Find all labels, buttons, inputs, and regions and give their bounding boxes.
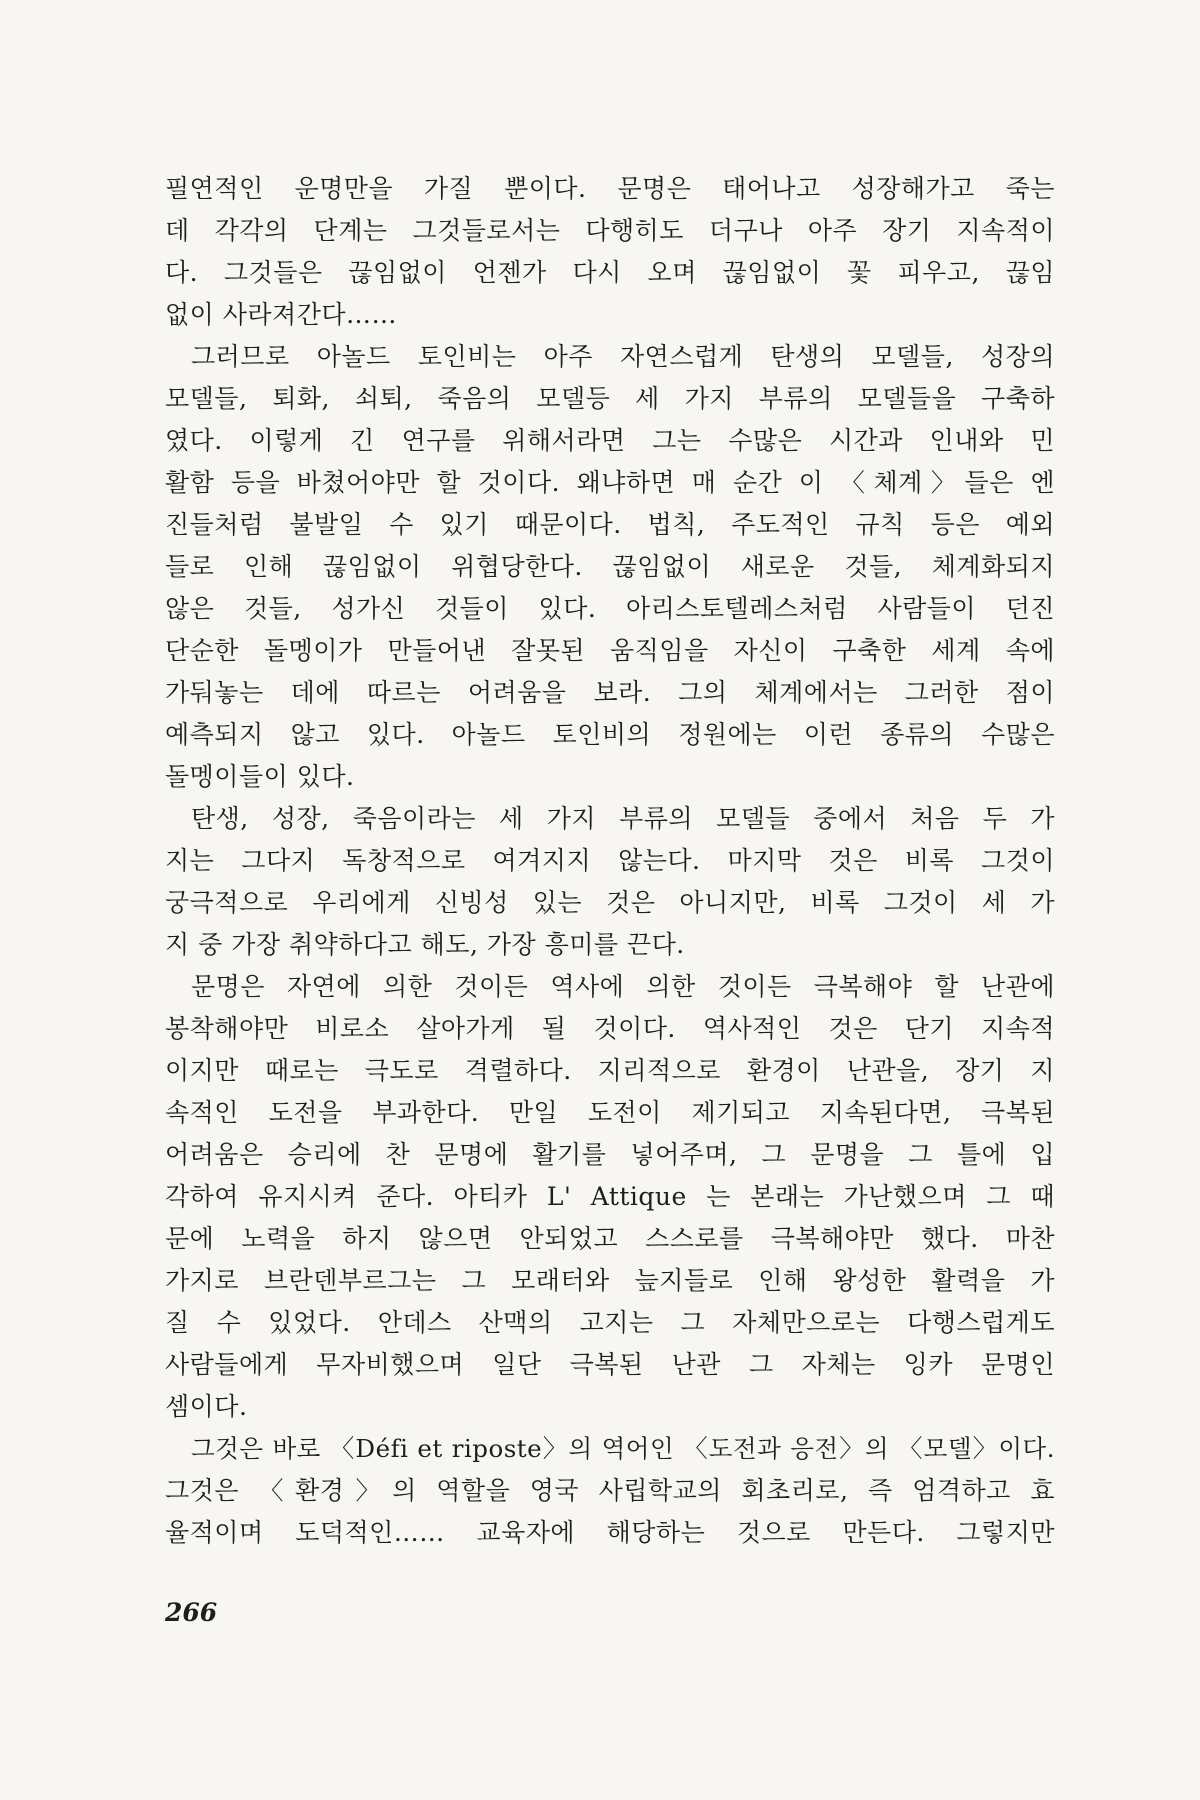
text-line: 각하여 유지시켜 준다. 아티카 L' Attique 는 본래는 가난했으며 그 때 (165, 1182, 1055, 1211)
text-line: 예측되지 않고 있다. 아놀드 토인비의 정원에는 이런 종류의 수많은 (165, 720, 1055, 749)
text-line: 필연적인 운명만을 가질 뿐이다. 문명은 태어나고 성장해가고 죽는 (165, 174, 1055, 203)
text-line: 돌멩이들이 있다. (165, 762, 355, 791)
text-line: 활함 등을 바쳤어야만 할 것이다. 왜냐하면 매 순간 이 〈체계〉들은 엔 (165, 468, 1055, 497)
text-line: 궁극적으로 우리에게 신빙성 있는 것은 아니지만, 비록 그것이 세 가 (165, 888, 1055, 917)
text-line: 데 각각의 단계는 그것들로서는 다행히도 더구나 아주 장기 지속적이 (165, 216, 1055, 245)
text-line: 그러므로 아놀드 토인비는 아주 자연스럽게 탄생의 모델들, 성장의 (191, 342, 1055, 371)
text-line: 가둬놓는 데에 따르는 어려움을 보라. 그의 체계에서는 그러한 점이 (165, 678, 1055, 707)
text-line: 다. 그것들은 끊임없이 언젠가 다시 오며 끊임없이 꽃 피우고, 끊임 (165, 258, 1055, 287)
text-line: 문명은 자연에 의한 것이든 역사에 의한 것이든 극복해야 할 난관에 (191, 972, 1055, 1001)
text-line: 질 수 있었다. 안데스 산맥의 고지는 그 자체만으로는 다행스럽게도 (165, 1308, 1055, 1337)
text-line: 그것은 〈환경〉의 역할을 영국 사립학교의 회초리로, 즉 엄격하고 효 (165, 1476, 1055, 1505)
text-line: 않은 것들, 성가신 것들이 있다. 아리스토텔레스처럼 사람들이 던진 (165, 594, 1055, 623)
text-line: 그것은 바로 〈Défi et riposte〉의 역어인 〈도전과 응전〉의 〈모델〉이다. (191, 1434, 1055, 1463)
text-line: 셈이다. (165, 1392, 248, 1421)
text-line: 였다. 이렇게 긴 연구를 위해서라면 그는 수많은 시간과 인내와 민 (165, 426, 1055, 455)
body-text (165, 168, 1055, 1554)
text-line: 단순한 돌멩이가 만들어낸 잘못된 움직임을 자신이 구축한 세계 속에 (165, 636, 1055, 665)
text-line: 없이 사라져간다…… (165, 300, 397, 329)
text-line: 가지로 브란덴부르그는 그 모래터와 늪지들로 인해 왕성한 활력을 가 (165, 1266, 1055, 1295)
text-line: 이지만 때로는 극도로 격렬하다. 지리적으로 환경이 난관을, 장기 지 (165, 1056, 1055, 1085)
text-line: 들로 인해 끊임없이 위협당한다. 끊임없이 새로운 것들, 체계화되지 (165, 552, 1055, 581)
text-line: 사람들에게 무자비했으며 일단 극복된 난관 그 자체는 잉카 문명인 (165, 1350, 1055, 1379)
text-line: 율적이며 도덕적인…… 교육자에 해당하는 것으로 만든다. 그렇지만 (165, 1518, 1055, 1547)
text-line: 어려움은 승리에 찬 문명에 활기를 넣어주며, 그 문명을 그 틀에 입 (165, 1140, 1055, 1169)
text-line: 속적인 도전을 부과한다. 만일 도전이 제기되고 지속된다면, 극복된 (165, 1098, 1055, 1127)
page-number: 266 (165, 1598, 218, 1627)
text-line: 탄생, 성장, 죽음이라는 세 가지 부류의 모델들 중에서 처음 두 가 (191, 804, 1055, 833)
text-line: 지는 그다지 독창적으로 여겨지지 않는다. 마지막 것은 비록 그것이 (165, 846, 1055, 875)
text-line: 진들처럼 불발일 수 있기 때문이다. 법칙, 주도적인 규칙 등은 예외 (165, 510, 1055, 539)
text-line: 봉착해야만 비로소 살아가게 될 것이다. 역사적인 것은 단기 지속적 (165, 1014, 1055, 1043)
text-line: 모델들, 퇴화, 쇠퇴, 죽음의 모델등 세 가지 부류의 모델들을 구축하 (165, 384, 1055, 413)
text-line: 문에 노력을 하지 않으면 안되었고 스스로를 극복해야만 했다. 마찬 (165, 1224, 1055, 1253)
text-line: 지 중 가장 취약하다고 해도, 가장 흥미를 끈다. (165, 930, 685, 959)
